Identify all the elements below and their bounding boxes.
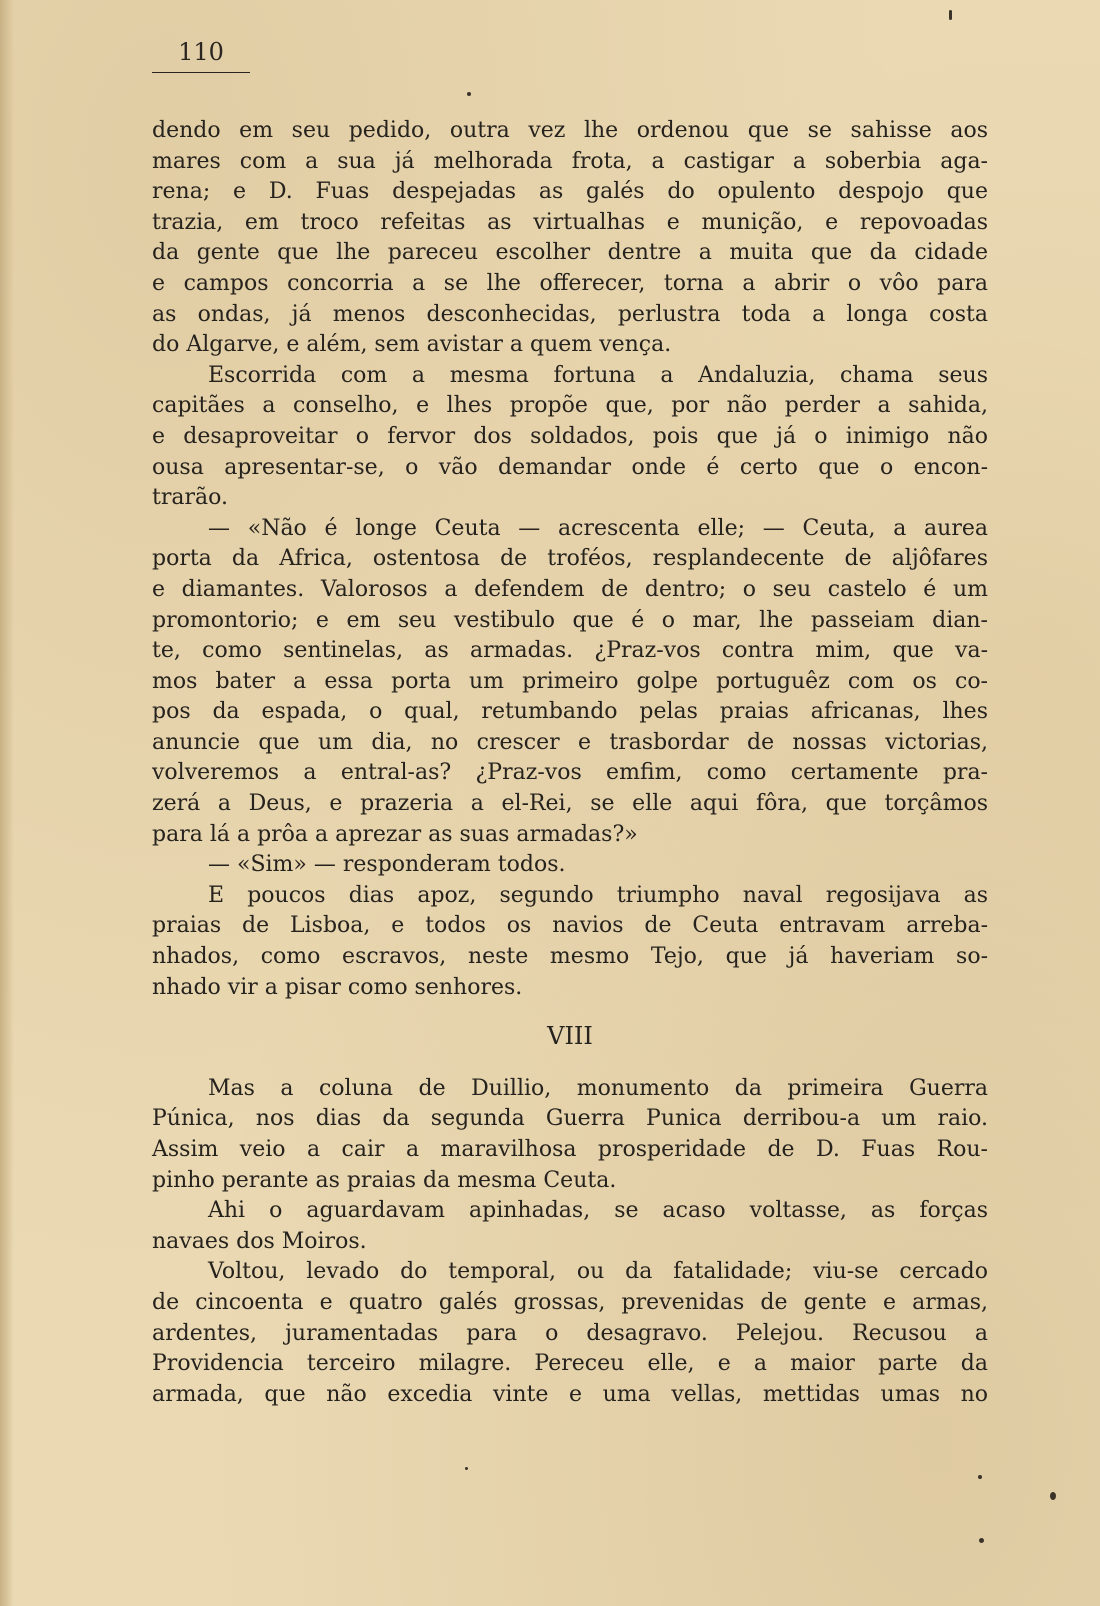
text-line: as ondas, já menos desconhecidas, perlustra toda a longa costa: [152, 301, 988, 327]
text-line: nhado vir a pisar como senhores.: [152, 974, 523, 1000]
text-line: E poucos dias apoz, segundo triumpho naval regosijava as: [208, 882, 988, 908]
text-line: volveremos a entral-as? ¿Praz-vos emfim, como certamente pra-: [152, 760, 988, 786]
text-line: pinho perante as praias da mesma Ceuta.: [152, 1167, 617, 1193]
text-line: capitães a conselho, e lhes propõe que, por não perder a sahida,: [152, 393, 988, 419]
body-text: [152, 116, 988, 1410]
chapter-heading: VIII: [547, 1022, 593, 1051]
text-line: Assim veio a cair a maravilhosa prosperidade de D. Fuas Rou-: [152, 1137, 988, 1162]
text-line: — «Sim» — responderam todos.: [208, 852, 566, 878]
text-line: ardentes, juramentadas para o desagravo. Pelejou. Recusou a: [152, 1320, 988, 1346]
text-line: para lá a prôa a aprezar as suas armadas?»: [152, 821, 638, 847]
text-line: trarão.: [152, 485, 228, 511]
text-line: — «Não é longe Ceuta — acrescenta elle; — Ceuta, a aurea: [208, 515, 988, 541]
text-line: navaes dos Moiros.: [152, 1228, 367, 1254]
text-line: Voltou, levado do temporal, ou da fatalidade; viu-se cercado: [208, 1259, 988, 1285]
page-number: 110: [152, 38, 250, 73]
text-line: e campos concorria a se lhe offerecer, torna a abrir o vôo para: [152, 270, 988, 296]
text-line: do Algarve, e além, sem avistar a quem vença.: [152, 332, 672, 358]
ink-speck: [465, 1467, 468, 1470]
ink-speck: [979, 1538, 984, 1543]
text-line: Púnica, nos dias da segunda Guerra Punica derribou-a um raio.: [152, 1106, 988, 1132]
text-line: promontorio; e em seu vestibulo que é o mar, lhe passeiam dian-: [152, 607, 988, 633]
text-line: rena; e D. Fuas despejadas as galés do opulento despojo que: [152, 179, 988, 205]
text-line: zerá a Deus, e prazeria a el-Rei, se elle aqui fôra, que torçâmos: [152, 791, 988, 817]
text-line: ousa apresentar-se, o vão demandar onde é certo que o encon-: [152, 454, 988, 480]
text-line: da gente que lhe pareceu escolher dentre a muita que da cidade: [152, 240, 988, 266]
text-line: Ahi o aguardavam apinhadas, se acaso voltasse, as forças: [208, 1198, 988, 1224]
text-line: de cincoenta e quatro galés grossas, prevenidas de gente e armas,: [152, 1289, 988, 1315]
ink-speck: [949, 10, 952, 20]
text-line: dendo em seu pedido, outra vez lhe ordenou que se sahisse aos: [152, 118, 988, 143]
ink-speck: [978, 1475, 982, 1479]
text-line: trazia, em troco refeitas as virtualhas e munição, e repovoadas: [152, 209, 988, 235]
text-line: mares com a sua já melhorada frota, a castigar a soberbia aga-: [152, 148, 988, 174]
text-line: e diamantes. Valorosos a defendem de dentro; o seu castelo é um: [152, 576, 988, 602]
text-line: armada, que não excedia vinte e uma vellas, mettidas umas no: [152, 1381, 988, 1407]
text-line: mos bater a essa porta um primeiro golpe portuguêz com os co-: [152, 668, 988, 694]
text-line: Providencia terceiro milagre. Pereceu elle, e a maior parte da: [152, 1351, 988, 1377]
text-line: anuncie que um dia, no crescer e trasbordar de nossas victorias,: [152, 729, 988, 755]
text-line: pos da espada, o qual, retumbando pelas praias africanas, lhes: [152, 699, 988, 725]
page-edge-shadow: [0, 0, 14, 1606]
ink-speck: [467, 92, 471, 96]
text-line: e desaproveitar o fervor dos soldados, pois que já o inimigo não: [152, 423, 988, 449]
ink-speck: [1050, 1492, 1056, 1500]
text-line: Mas a coluna de Duillio, monumento da primeira Guerra: [208, 1075, 988, 1101]
text-line: Escorrida com a mesma fortuna a Andaluzia, chama seus: [208, 362, 988, 388]
text-line: nhados, como escravos, neste mesmo Tejo, que já haveriam so-: [152, 944, 988, 970]
text-line: praias de Lisboa, e todos os navios de Ceuta entravam arreba-: [152, 913, 988, 939]
text-line: te, como sentinelas, as armadas. ¿Praz-vos contra mim, que va-: [152, 638, 988, 664]
text-line: porta da Africa, ostentosa de troféos, resplandecente de aljôfares: [152, 546, 988, 572]
